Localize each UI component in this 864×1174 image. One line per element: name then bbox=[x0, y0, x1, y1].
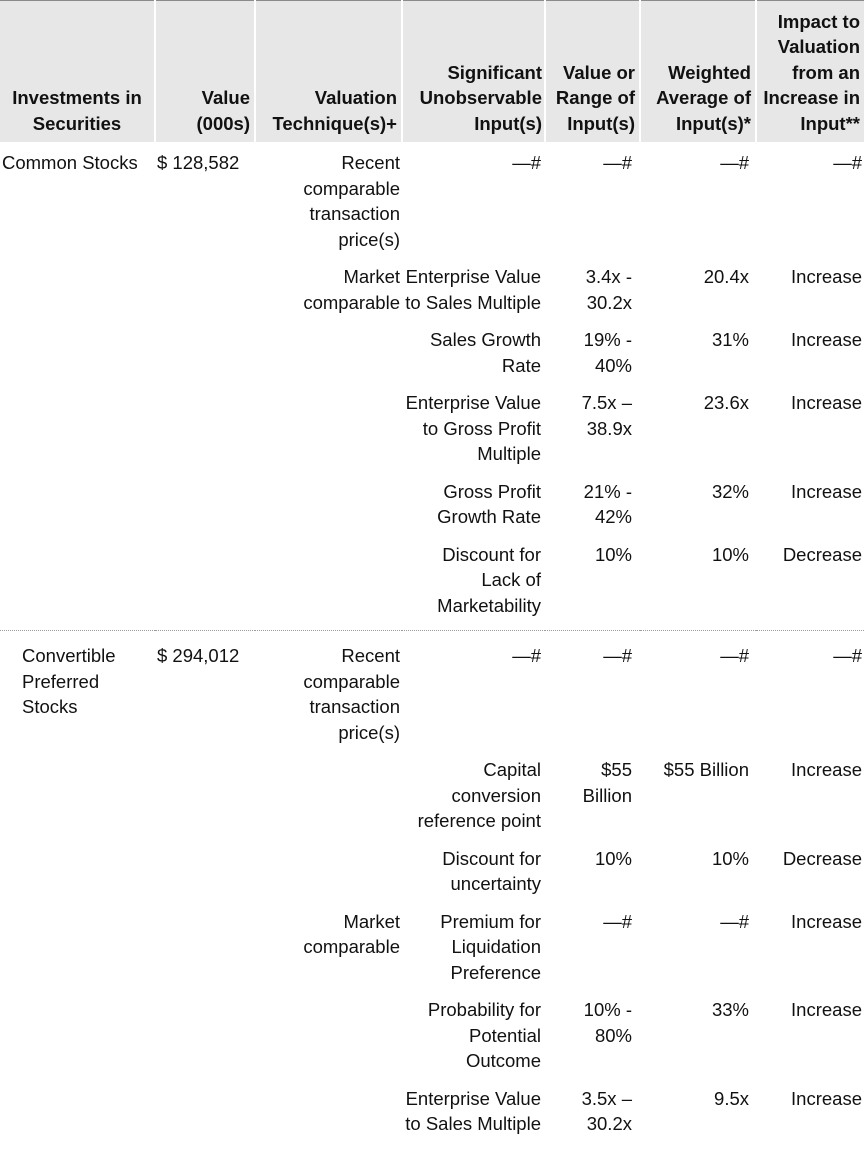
technique-cell bbox=[255, 479, 402, 542]
impact-cell: Increase bbox=[791, 329, 862, 350]
value-cell bbox=[155, 327, 255, 390]
range-cell: $55 Billion bbox=[582, 759, 632, 806]
weighted-average-cell: —# bbox=[640, 631, 756, 758]
weighted-average-cell: 31% bbox=[711, 329, 749, 350]
investment-cell bbox=[0, 757, 155, 846]
weighted-average-cell: 10% bbox=[711, 543, 749, 565]
range-cell: 7.5x – 38.9x bbox=[581, 392, 632, 439]
impact-cell: Increase bbox=[791, 266, 862, 287]
range-cell: 21% - 42% bbox=[583, 480, 632, 527]
technique-cell bbox=[255, 846, 402, 909]
input-cell: Enterprise Value to Sales Multiple bbox=[405, 1087, 541, 1134]
technique-cell bbox=[255, 997, 402, 1086]
impact-cell: Increase bbox=[791, 392, 862, 413]
investment-cell bbox=[0, 909, 155, 998]
value-cell bbox=[155, 479, 255, 542]
col-header-weighted-average: Weighted Average of Input(s)* bbox=[640, 1, 756, 143]
input-cell: Premium for Liquidation Preference bbox=[440, 910, 541, 983]
investment-cell bbox=[0, 327, 155, 390]
value-cell bbox=[155, 390, 255, 479]
value-cell bbox=[155, 997, 255, 1086]
value-cell: $ 128,582 bbox=[157, 152, 240, 173]
weighted-average-cell: 10% bbox=[711, 847, 749, 869]
col-header-unobservable-input: Significant Unobservable Input(s) bbox=[402, 1, 545, 143]
range-cell: 3.4x - 30.2x bbox=[585, 266, 632, 313]
investment-cell bbox=[0, 846, 155, 909]
technique-cell bbox=[255, 390, 402, 479]
col-header-value: Value (000s) bbox=[155, 1, 255, 143]
technique-cell: Recent comparable transaction price(s) bbox=[255, 631, 402, 758]
input-cell: Probability for Potential Outcome bbox=[427, 999, 541, 1071]
weighted-average-cell: —# bbox=[720, 910, 749, 932]
range-cell: 10% bbox=[594, 543, 632, 565]
investment-cell bbox=[0, 542, 155, 631]
value-cell bbox=[155, 757, 255, 846]
impact-cell: —# bbox=[833, 152, 862, 173]
investment-cell: Convertible Preferred Stocks bbox=[0, 631, 155, 758]
table-row bbox=[0, 390, 864, 479]
technique-cell bbox=[255, 542, 402, 631]
impact-cell: —# bbox=[756, 631, 864, 758]
investment-cell bbox=[0, 479, 155, 542]
impact-cell: Decrease bbox=[782, 847, 862, 869]
table-row bbox=[0, 846, 864, 909]
impact-cell: Increase bbox=[791, 480, 862, 502]
table-row bbox=[0, 264, 864, 327]
impact-cell: Increase bbox=[791, 999, 862, 1020]
table-row bbox=[0, 631, 864, 758]
input-cell: Gross Profit Growth Rate bbox=[437, 480, 541, 527]
weighted-average-cell: 23.6x bbox=[703, 392, 749, 413]
input-cell: —# bbox=[512, 152, 541, 173]
weighted-average-cell: $55 Billion bbox=[663, 759, 749, 780]
technique-cell bbox=[255, 757, 402, 846]
value-cell bbox=[155, 846, 255, 909]
range-cell: —# bbox=[603, 910, 632, 932]
range-cell: —# bbox=[545, 631, 640, 758]
table-header bbox=[0, 1, 864, 143]
technique-cell: Recent comparable transaction price(s) bbox=[303, 152, 400, 250]
input-cell: Enterprise Value to Sales Multiple bbox=[405, 266, 541, 313]
investment-cell bbox=[0, 390, 155, 479]
investment-cell: Common Stocks bbox=[2, 152, 138, 173]
weighted-average-cell: 9.5x bbox=[714, 1087, 749, 1109]
range-cell: 10% - 80% bbox=[583, 999, 632, 1046]
technique-cell: Market comparable bbox=[303, 266, 400, 313]
investment-cell bbox=[0, 1086, 155, 1137]
table-row bbox=[0, 142, 864, 264]
table-row bbox=[0, 479, 864, 542]
table-row bbox=[0, 327, 864, 390]
range-cell: 10% bbox=[594, 847, 632, 869]
input-cell: Sales Growth Rate bbox=[429, 329, 541, 376]
table-row bbox=[0, 997, 864, 1086]
investment-cell bbox=[0, 997, 155, 1086]
weighted-average-cell: 33% bbox=[711, 999, 749, 1020]
value-cell bbox=[155, 264, 255, 327]
table-body bbox=[0, 142, 864, 1137]
technique-cell bbox=[255, 327, 402, 390]
range-cell: 19% - 40% bbox=[583, 329, 632, 376]
input-cell: Discount for Lack of Marketability bbox=[437, 543, 541, 616]
input-cell: Discount for uncertainty bbox=[442, 847, 541, 894]
col-header-valuation-technique: Valuation Technique(s)+ bbox=[255, 1, 402, 143]
col-header-investments: Investments in Securities bbox=[0, 1, 155, 143]
input-cell: Capital conversion reference point bbox=[417, 759, 541, 831]
weighted-average-cell: 32% bbox=[711, 480, 749, 502]
value-cell bbox=[155, 542, 255, 631]
investment-cell bbox=[0, 264, 155, 327]
impact-cell: Increase bbox=[791, 910, 862, 932]
impact-cell: Increase bbox=[791, 759, 862, 780]
table-row bbox=[0, 757, 864, 846]
table-row bbox=[0, 1086, 864, 1137]
input-cell: Enterprise Value to Gross Profit Multiple bbox=[405, 392, 541, 464]
range-cell: 3.5x – 30.2x bbox=[581, 1087, 632, 1134]
table-row bbox=[0, 909, 864, 998]
impact-cell: Decrease bbox=[782, 543, 862, 565]
weighted-average-cell: —# bbox=[720, 152, 749, 173]
header-row bbox=[0, 1, 864, 143]
table-row bbox=[0, 542, 864, 631]
value-cell bbox=[155, 1086, 255, 1137]
technique-cell bbox=[255, 1086, 402, 1137]
weighted-average-cell: 20.4x bbox=[703, 266, 749, 287]
technique-cell: Market comparable bbox=[303, 910, 400, 957]
col-header-impact: Impact to Valuation from an Increase in Input** bbox=[756, 1, 864, 143]
col-header-value-range: Value or Range of Input(s) bbox=[545, 1, 640, 143]
input-cell: —# bbox=[402, 631, 545, 758]
value-cell bbox=[155, 909, 255, 998]
value-cell: $ 294,012 bbox=[155, 631, 255, 758]
impact-cell: Increase bbox=[791, 1087, 862, 1109]
range-cell: —# bbox=[603, 152, 632, 173]
